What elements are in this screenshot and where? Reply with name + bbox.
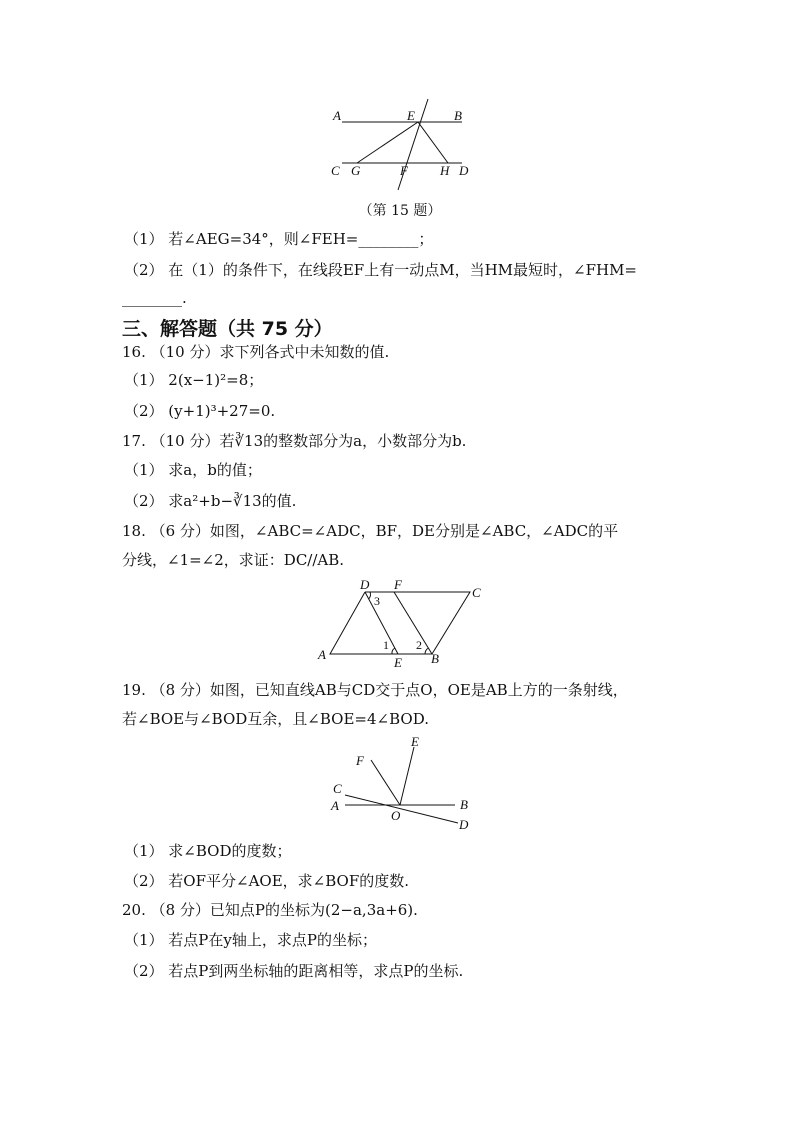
q15-part1: （1） 若∠AEG=34°，则∠FEH=________； [124, 230, 434, 248]
label-a: A [318, 647, 326, 662]
label-b: B [431, 651, 439, 666]
ray-oe [400, 747, 414, 805]
label-angle-1: 1 [383, 638, 389, 652]
figure-caption: （第 15 题） [358, 203, 442, 219]
label-angle-3: 3 [374, 594, 380, 608]
q16-stem: 16. （10 分）求下列各式中未知数的值. [122, 343, 390, 361]
q17-part2: （2） 求a²+b−∛13的值. [124, 492, 297, 510]
q16-part1: （1） 2(x−1)²=8； [124, 371, 264, 389]
segment-eh [418, 122, 448, 163]
label-e: E [407, 108, 415, 123]
label-d: D [459, 817, 469, 832]
label-f: F [394, 577, 402, 592]
label-f: F [356, 753, 364, 768]
q19-part2: （2） 若OF平分∠AOE，求∠BOF的度数. [124, 872, 410, 890]
q19-stem-line1: 19. （8 分）如图，已知直线AB与CD交于点O，OE是AB上方的一条射线， [122, 681, 628, 699]
q15-part2: （2） 在（1）的条件下，在线段EF上有一动点M，当HM最短时，∠FHM= [124, 261, 637, 279]
label-o: O [391, 808, 401, 823]
figure-q18 [310, 577, 490, 672]
q20-part2: （2） 若点P到两坐标轴的距离相等，求点P的坐标. [124, 962, 464, 980]
label-h: H [440, 163, 450, 178]
label-g: G [351, 163, 361, 178]
q19-part1: （1） 求∠BOD的度数； [124, 842, 292, 860]
angle-mark-2 [425, 648, 429, 654]
label-d: D [360, 577, 370, 592]
q20-stem: 20. （8 分）已知点P的坐标为(2−a,3a+6). [122, 901, 418, 919]
label-a: A [331, 798, 339, 813]
segment-bf [394, 592, 432, 654]
label-c: C [472, 585, 481, 600]
label-e: E [411, 734, 419, 749]
label-c: C [333, 781, 342, 796]
q18-stem-line2: 分线，∠1=∠2，求证：DC//AB. [122, 551, 345, 569]
segment-de [365, 592, 398, 654]
label-e: E [394, 655, 402, 670]
label-f: F [400, 163, 408, 178]
q19-stem-line2: 若∠BOE与∠BOD互余，且∠BOE=4∠BOD. [122, 710, 429, 728]
figure-q19 [325, 735, 475, 835]
q15-part2-blank: ________. [122, 289, 187, 307]
angle-mark-3 [369, 592, 371, 599]
label-b: B [454, 108, 462, 123]
q20-part1: （1） 若点P在y轴上，求点P的坐标； [124, 931, 377, 949]
label-d: D [459, 163, 469, 178]
q16-part2: （2） (y+1)³+27=0. [124, 402, 276, 420]
angle-mark-1 [392, 648, 395, 654]
label-a: A [333, 108, 341, 123]
q18-stem-line1: 18. （6 分）如图，∠ABC=∠ADC，BF，DE分别是∠ABC，∠ADC的平 [122, 522, 619, 540]
q17-stem: 17. （10 分）若∛13的整数部分为a，小数部分为b. [122, 432, 467, 450]
label-c: C [331, 163, 340, 178]
q17-part1: （1） 求a，b的值； [124, 461, 262, 479]
figure-q15 [320, 95, 480, 190]
ray-of [371, 760, 400, 805]
label-angle-2: 2 [416, 638, 422, 652]
label-b: B [460, 797, 468, 812]
section-title: 三、解答题（共 75 分） [122, 318, 333, 340]
